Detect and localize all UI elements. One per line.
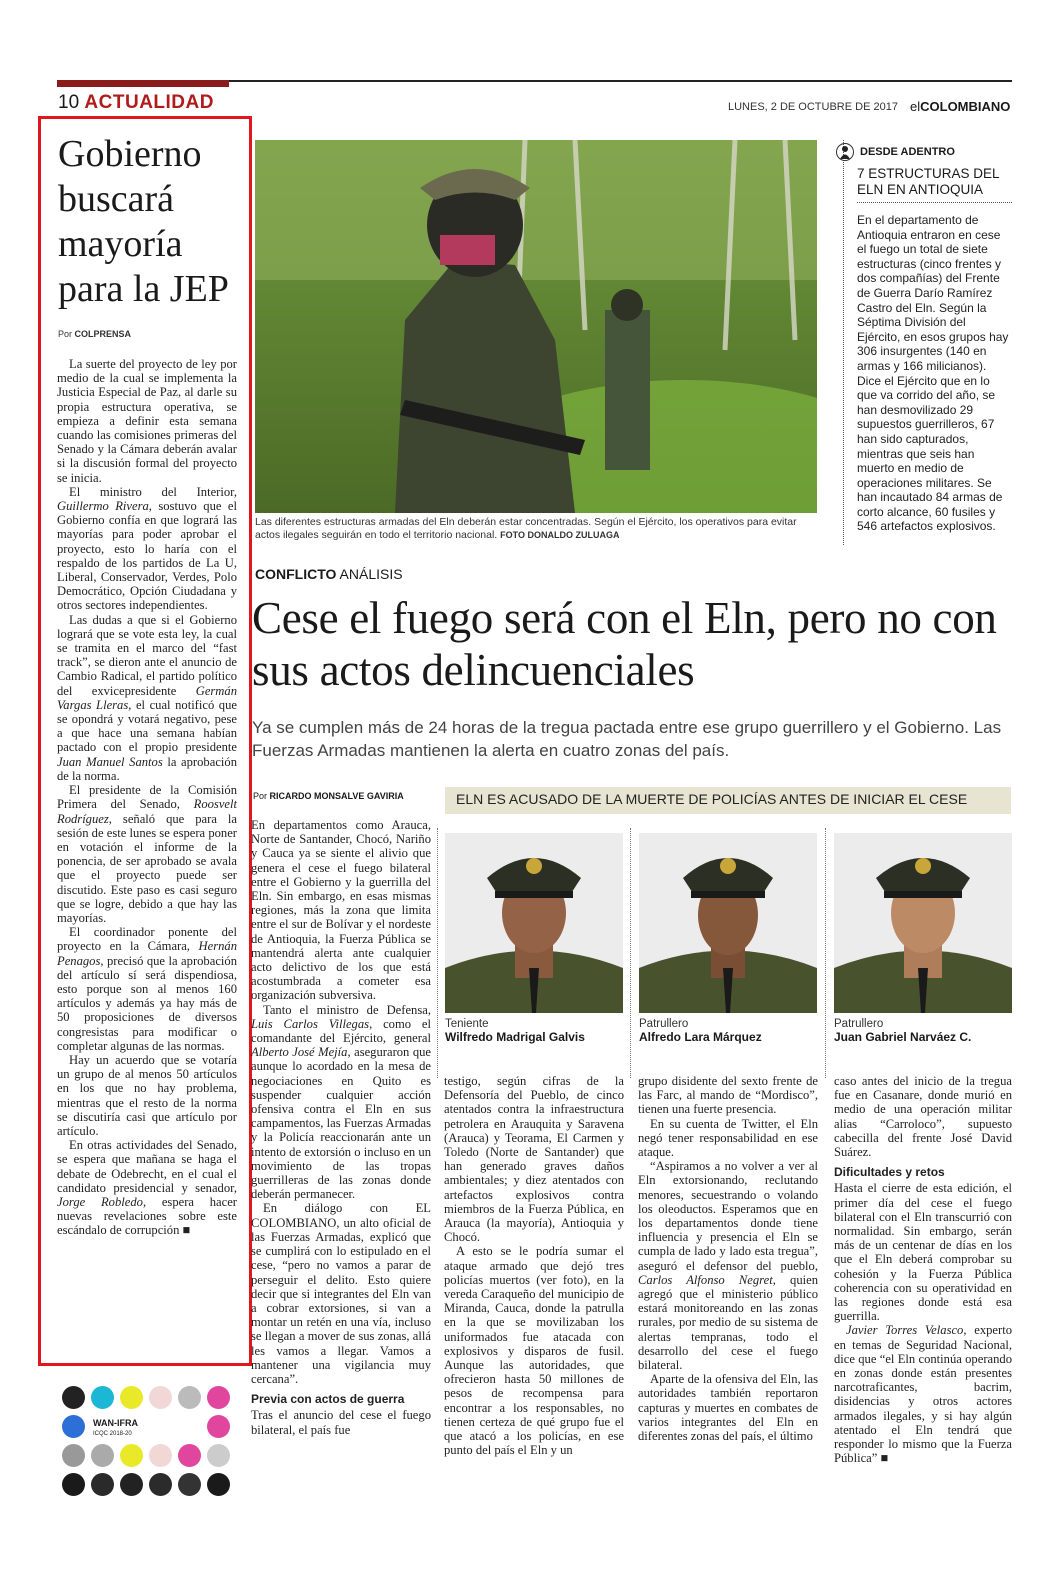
paragraph: El ministro del Interior, Guillermo Rivera, sostuvo que el Gobierno confía en que logrará las mayorías para poder aprobar el proyecto, esto lo haría con el respaldo de los partidos de La U, Liberal, Conservador, Verdes, Polo Democrático, Opción Ciudadana y otros sectores independientes. bbox=[57, 484, 237, 613]
print-color-bar bbox=[62, 1386, 230, 1498]
paragraph: El presidente de la Comisión Primera del Senado, Roosvelt Rodríguez, señaló que para la sesión de este lunes se espera poner en votación el informe de la ponencia, de ser aprobado se avala que el proyecto puede ser discutido. Este paso es casi seguro que se logre, debido a que hay las mayorías. bbox=[57, 783, 237, 925]
subheading: Previa con actos de guerra bbox=[251, 1392, 405, 1407]
main-headline: Cese el fuego será con el Eln, pero no con sus actos delincuenciales bbox=[252, 593, 997, 695]
paragraph: En otras actividades del Senado, se espera que mañana se haga el debate de Odebrecht, en el cual el candidato presidencial y senador, Jorge Robledo, espera hacer nuevas revelaciones sobre este escándalo de corrupción ■ bbox=[57, 1138, 238, 1238]
photo-caption: Las diferentes estructuras armadas del Eln deberán estar concentradas. Según el Ejército, los operativos para evitar actos ilegales seguirán en todo el territorio nacional. FOTO DONALDO ZULUAGA bbox=[255, 516, 797, 541]
sidebar-title: 7 ESTRUCTURAS DEL ELN EN ANTIOQUIA bbox=[857, 166, 1012, 203]
officer-photo bbox=[445, 833, 623, 1013]
paragraph: grupo disidente del sexto frente de las Farc, al mando de “Mordisco”, tienen una fuerte presencia. bbox=[638, 1074, 818, 1117]
left-byline: Por COLPRENSA bbox=[58, 329, 132, 339]
paragraph: caso antes del inicio de la tregua fue en Casanare, donde murió en medio de una operación militar alias “Carroloco”, supuesto cabecilla del frente José David Suárez. bbox=[834, 1074, 1012, 1160]
paragraph: Hasta el cierre de esta edición, el primer día del cese el fuego bilateral con el Eln transcurrió con normalidad. Sin embargo, serán más de un centenar de días en los que el Eln deberá comprobar su cohesión y la Fuerza Pública coherencia con su operatividad en las regiones donde está esa guerrilla. bbox=[834, 1181, 1012, 1324]
column-rule bbox=[437, 828, 438, 1078]
officer-caption: Patrullero Alfredo Lara Márquez bbox=[639, 1018, 762, 1044]
paragraph: Tanto el ministro de Defensa, Luis Carlos Villegas, como el comandante del Ejército, general Alberto José Mejía, aseguraron que aunque lo acordado en la mesa de negociaciones en Quito es suspender cualquier acción ofensiva contra el Eln en sus campamentos, las Fuerzas Armadas y la Policía reaccionarán ante un intento de extorsión o incluso en un movimiento de las tropas guerrilleras de las zonas donde deberán permanecer. bbox=[251, 1002, 432, 1202]
paragraph: Hay un acuerdo que se votaría un grupo de al menos 50 artículos en los que no hay problema, mientras que el resto de la norma se discutiría casi que artículo por artículo. bbox=[57, 1052, 237, 1138]
main-col-3 bbox=[638, 1074, 818, 1443]
left-article-body bbox=[57, 357, 237, 1238]
paragraph: “Aspiramos a no volver a ver al Eln extorsionando, reclutando menores, secuestrando o volando los oleoductos. Esperamos que en los departamentos donde tiene influencia y presencia el Eln se cumpla de lado y lado esta tregua”, aseguró el defensor del pueblo, Carlos Alfonso Negret, quien agregó que el ministerio público estará monitoreando en las zonas rurales, por medio de su sistema de alertas tempranas, todo el desarrollo del cese el fuego bilateral. bbox=[638, 1159, 819, 1373]
officer-caption: Patrullero Juan Gabriel Narváez C. bbox=[834, 1018, 972, 1044]
wan-ifra-logo: WAN-IFRA bbox=[93, 1418, 138, 1428]
photo-banner: ELN ES ACUSADO DE LA MUERTE DE POLICÍAS ANTES DE INICIAR EL CESE bbox=[456, 791, 968, 807]
issue-date: LUNES, 2 DE OCTUBRE DE 2017 bbox=[728, 101, 898, 113]
color-bar-note: ICQC 2018-20 bbox=[93, 1431, 132, 1437]
sidebar-body: En el departamento de Antioquia entraron en cese el fuego un total de siete estructuras (cinco frentes y dos compañías) del Frente de Guerra Darío Ramírez Castro del Eln. Según la Séptima División del Ejército, en esos grupos hay 306 insurgentes (140 en armas y 166 milicianos). Dice el Ejército que en lo que va corrido del año, se han desmovilizado 29 supuestos guerrilleros, 67 han sido capturados, mientras que seis han muerto en medio de operaciones militares. Se han incautado 84 armas de corto alcance, 60 fusiles y 546 artefactos explosivos. bbox=[857, 213, 1009, 534]
officer-photo bbox=[639, 833, 817, 1013]
person-icon bbox=[836, 143, 854, 161]
paragraph: Aparte de la ofensiva del Eln, las autoridades también reportaron capturas y muertes en combates de varios integrantes del Eln en diferentes zonas del país, el último bbox=[638, 1372, 818, 1444]
paragraph: Javier Torres Velasco, experto en temas de Seguridad Nacional, dice que “el Eln continúa operando en zonas donde están presentes narcotraficantes, bacrim, disidencias y otros actores armados ilegales, y si hay algún atentado el Eln tendrá que responder lo mismo que la Fuerza Pública” ■ bbox=[834, 1323, 1012, 1466]
section-name: ACTUALIDAD bbox=[84, 92, 214, 113]
page-header bbox=[58, 92, 214, 114]
paragraph: A esto se le podría sumar el ataque armado que dejó tres policías muertos (ver foto), en la vereda Caraqueño del municipio de Miranda, Cauca, donde la patrulla en la que se movilizaban los uniformados fue atacada con explosivos y disparos de fusil. Aunque las autoridades, que ofrecieron hasta 50 millones de pesos de recompensa para encontrar a los responsables, no tienen certeza de qué grupo fue el que atacó a los policías, en ese punto del país el Eln y un bbox=[444, 1244, 624, 1458]
guerrilla-photo bbox=[255, 140, 817, 513]
column-rule bbox=[825, 828, 826, 1078]
main-deck: Ya se cumplen más de 24 horas de la tregua pactada entre ese grupo guerrillero y el Gobierno. Las Fuerzas Armadas mantienen la alerta en cuatro zonas del país. bbox=[252, 718, 1002, 760]
paragraph: La suerte del proyecto de ley por medio de la cual se implementa la Justicia Especial de Paz, al darle su propia estructura operativa, se empieza a definir esta semana cuando las comisiones primeras del Senado y la Cámara deberán avalar si la discusión formal del proyecto se inicia. bbox=[57, 357, 237, 485]
sidebar-tag: DESDE ADENTRO bbox=[860, 146, 955, 158]
subheading: Dificultades y retos bbox=[834, 1165, 945, 1180]
left-headline: Gobierno buscará mayoría para la JEP bbox=[58, 133, 229, 310]
main-col-2 bbox=[444, 1074, 624, 1457]
kicker: CONFLICTO ANÁLISIS bbox=[255, 566, 403, 582]
main-byline: Por RICARDO MONSALVE GAVIRIA bbox=[253, 791, 404, 801]
officer-photo bbox=[834, 833, 1012, 1013]
main-col-4 bbox=[834, 1074, 1012, 1465]
paragraph: Tras el anuncio del cese el fuego bilateral, el país fue bbox=[251, 1408, 431, 1437]
page-number: 10 bbox=[58, 92, 80, 113]
paragraph: En departamentos como Arauca, Norte de Santander, Chocó, Nariño y Cauca ya se siente el alivio que genera el cese el fuego bilateral entre el Gobierno y la guerrilla del Eln. Sin embargo, en esas mismas regiones, más la zona que limita entre el sur de Bolívar y el nordeste de Antioquia, la Fuerza Pública se mantendrá alerta ante cualquier acto delictivo de los que está acostumbrada a cometer esa organización subversiva. bbox=[251, 818, 431, 1003]
main-col-1 bbox=[251, 818, 431, 1437]
section-color-bar bbox=[57, 80, 229, 87]
paragraph: En su cuenta de Twitter, el Eln negó tener responsabilidad en ese ataque. bbox=[638, 1116, 818, 1160]
paragraph: testigo, según cifras de la Defensoría del Pueblo, de cinco atentados contra la infraestructura petrolera en Arauquita y Saravena (Arauca) y Teorama, El Carmen y Toledo (Norte de Santander) que han generado graves daños ambientales; y diez atentados con artefactos explosivos contra miembros de la Fuerza Pública, en Arauca (la mayoría), Antioquia y Chocó. bbox=[444, 1074, 624, 1245]
officer-caption: Teniente Wilfredo Madrigal Galvis bbox=[445, 1018, 585, 1044]
paragraph: En diálogo con EL COLOMBIANO, un alto oficial de las Fuerzas Armadas, explicó que se cumplirá con lo estipulado en el cese, “pero no vamos a parar de perseguir el delito. Esto quiere decir que si integrantes del Eln van a cobrar extorsiones, si van a montar un retén en una vía, incluso se llegan a mover de sus zonas, allá les vamos a llegar. Vamos a mantener una vigilancia muy cercana”. bbox=[251, 1201, 431, 1386]
newspaper-brand: elCOLOMBIANO bbox=[910, 99, 1011, 114]
column-rule bbox=[630, 828, 631, 1078]
paragraph: El coordinador ponente del proyecto en la Cámara, Hernán Penagos, precisó que la aprobación del artículo sí será dispendiosa, esto porque son al menos 160 artículos y además ya hay más de 50 proposiciones de diversos congresistas para modificar o completar algunas de las normas. bbox=[57, 925, 237, 1053]
paragraph: Las dudas a que si el Gobierno logrará que se vote esta ley, la cual se tramita en el marco del “fast track”, se dieron ante el anuncio de Cambio Radical, el partido político del exvicepresidente Germán Vargas Lleras, el cual notificó que se opondrá y votará negativo, pese a que hace una semana habían pactado con el propio presidente Juan Manuel Santos la aprobación de la norma. bbox=[57, 612, 237, 783]
